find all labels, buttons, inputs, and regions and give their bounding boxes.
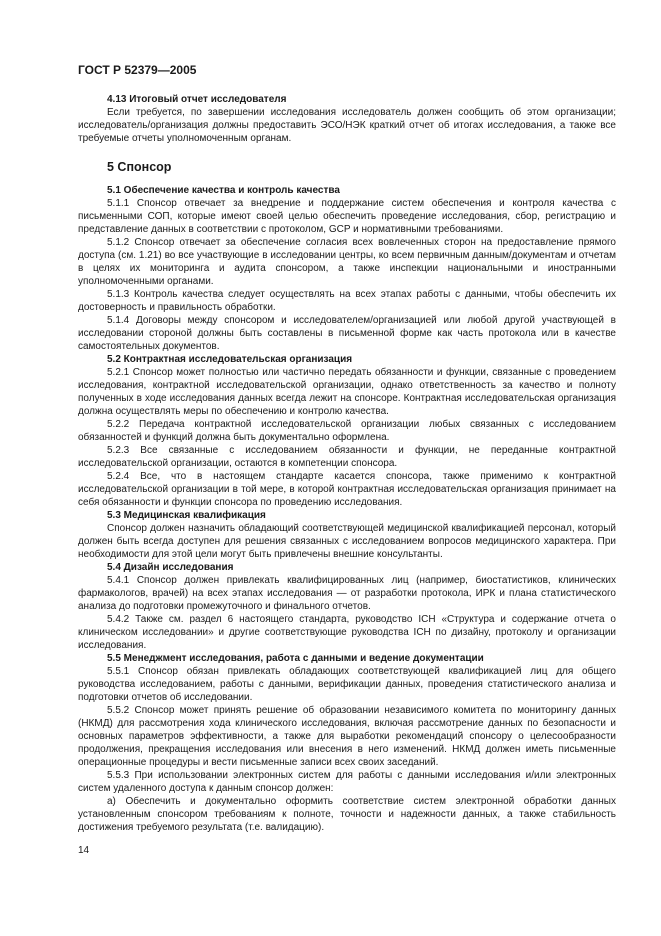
subsection-heading: 5.3 Медицинская квалификация — [107, 510, 266, 521]
paragraph: 5.2.3 Все связанные с исследованием обязанности и функции, не переданные контрактной исследовательской организации, остаются в компетенции спонсора. — [78, 445, 616, 469]
paragraph: 5.4.2 Также см. раздел 6 настоящего стандарта, руководство ICH «Структура и содержание отчета о клиническом исследовании» и другие соответствующие руководства ICH по дизайну, протоколу и организации исследования. — [78, 614, 616, 651]
paragraph: 5.2.1 Спонсор может полностью или частично передать обязанности и функции, связанные с проведением исследования, контрактной исследовательской организации, однако ответственность за качество и полноту полученных в ходе исследования данных всегда лежит на спонсоре. Контрактная исследовательская организация должна осуществлять меры по обеспечению и контролю качества. — [78, 367, 616, 417]
paragraph: Если требуется, по завершении исследования исследователь должен сообщить об этом организации; исследователь/организация должны предоставить ЭСО/НЭК краткий отчет об итогах исследования, а также все требуемые отчеты уполномоченным органам. — [78, 107, 616, 144]
paragraph: 5.5.2 Спонсор может принять решение об образовании независимого комитета по мониторингу данных (НКМД) для рассмотрения хода клинического исследования, включая рассмотрение данных по безопасности и основных параметров эффективности, а также для выработки рекомендаций спонсору о целесообразности продолжения, прекращения исследования или внесения в него изменений. НКМД должен иметь письменные операционные процедуры и вести письменные записи всех своих заседаний. — [78, 705, 616, 768]
page-number: 14 — [78, 845, 90, 856]
section-heading: 5 Спонсор — [107, 160, 172, 174]
subsection-heading: 5.1 Обеспечение качества и контроль качества — [107, 185, 340, 196]
paragraph: 5.2.4 Все, что в настоящем стандарте касается спонсора, также применимо к контрактной исследовательской организации в той мере, в которой контрактная исследовательская организация принимает на себя обязанности и функции спонсора по проведению исследования. — [78, 471, 616, 508]
standard-header: ГОСТ Р 52379—2005 — [78, 63, 197, 77]
paragraph: 5.1.1 Спонсор отвечает за внедрение и поддержание систем обеспечения и контроля качества с письменными СОП, которые имеют своей целью обеспечить проведение исследования, сбор, регистрацию и представление данных в соответствии с протоколом, GCP и нормативными требованиями. — [78, 198, 616, 235]
subsection-heading: 5.4 Дизайн исследования — [107, 562, 234, 573]
paragraph: 5.4.1 Спонсор должен привлекать квалифицированных лиц (например, биостатистиков, клинических фармакологов, врачей) на всех этапах исследования — от разработки протокола, ИРК и плана статистического анализа до подготовки промежуточного и финального отчетов. — [78, 575, 616, 612]
subsection-heading: 4.13 Итоговый отчет исследователя — [107, 94, 287, 105]
paragraph: 5.1.2 Спонсор отвечает за обеспечение согласия всех вовлеченных сторон на предоставление прямого доступа (см. 1.21) во все участвующие в исследовании центры, ко всем первичным данным/документам и отчетам в целях их мониторинга и аудита спонсором, а также инспекции национальными и иностранными уполномоченными органами. — [78, 237, 616, 287]
paragraph: 5.5.3 При использовании электронных систем для работы с данными исследования и/или электронных систем удаленного доступа к данным спонсор должен: — [78, 770, 616, 794]
paragraph: Спонсор должен назначить обладающий соответствующей медицинской квалификацией персонал, который должен быть всегда доступен для решения связанных с исследованием вопросов медицинского характера. При необходимости для этой цели могут быть привлечены внешние консультанты. — [78, 523, 616, 560]
document-body — [78, 93, 616, 834]
paragraph: 5.5.1 Спонсор обязан привлекать обладающих соответствующей квалификацией лиц для общего руководства исследованием, работы с данными, верификации данных, проведения статистического анализа и подготовки отчетов об исследовании. — [78, 666, 616, 703]
subsection-heading: 5.2 Контрактная исследовательская организация — [107, 354, 353, 365]
paragraph: 5.1.4 Договоры между спонсором и исследователем/организацией или любой другой участвующей в исследовании стороной должны быть составлены в письменной форме как часть протокола или в качестве самостоятельных документов. — [78, 315, 616, 352]
subsection-heading: 5.5 Менеджмент исследования, работа с данными и ведение документации — [107, 653, 484, 664]
paragraph: 5.2.2 Передача контрактной исследовательской организации любых связанных с исследованием обязанностей и функций должна быть документально оформлена. — [78, 419, 616, 443]
paragraph: 5.1.3 Контроль качества следует осуществлять на всех этапах работы с данными, чтобы обеспечить их достоверность и правильность обработки. — [78, 289, 616, 313]
paragraph: а) Обеспечить и документально оформить соответствие систем электронной обработки данных установленным спонсором требованиям к полноте, точности и надежности данных, а также стабильность достижения требуемого результата (т.е. валидацию). — [78, 796, 616, 833]
